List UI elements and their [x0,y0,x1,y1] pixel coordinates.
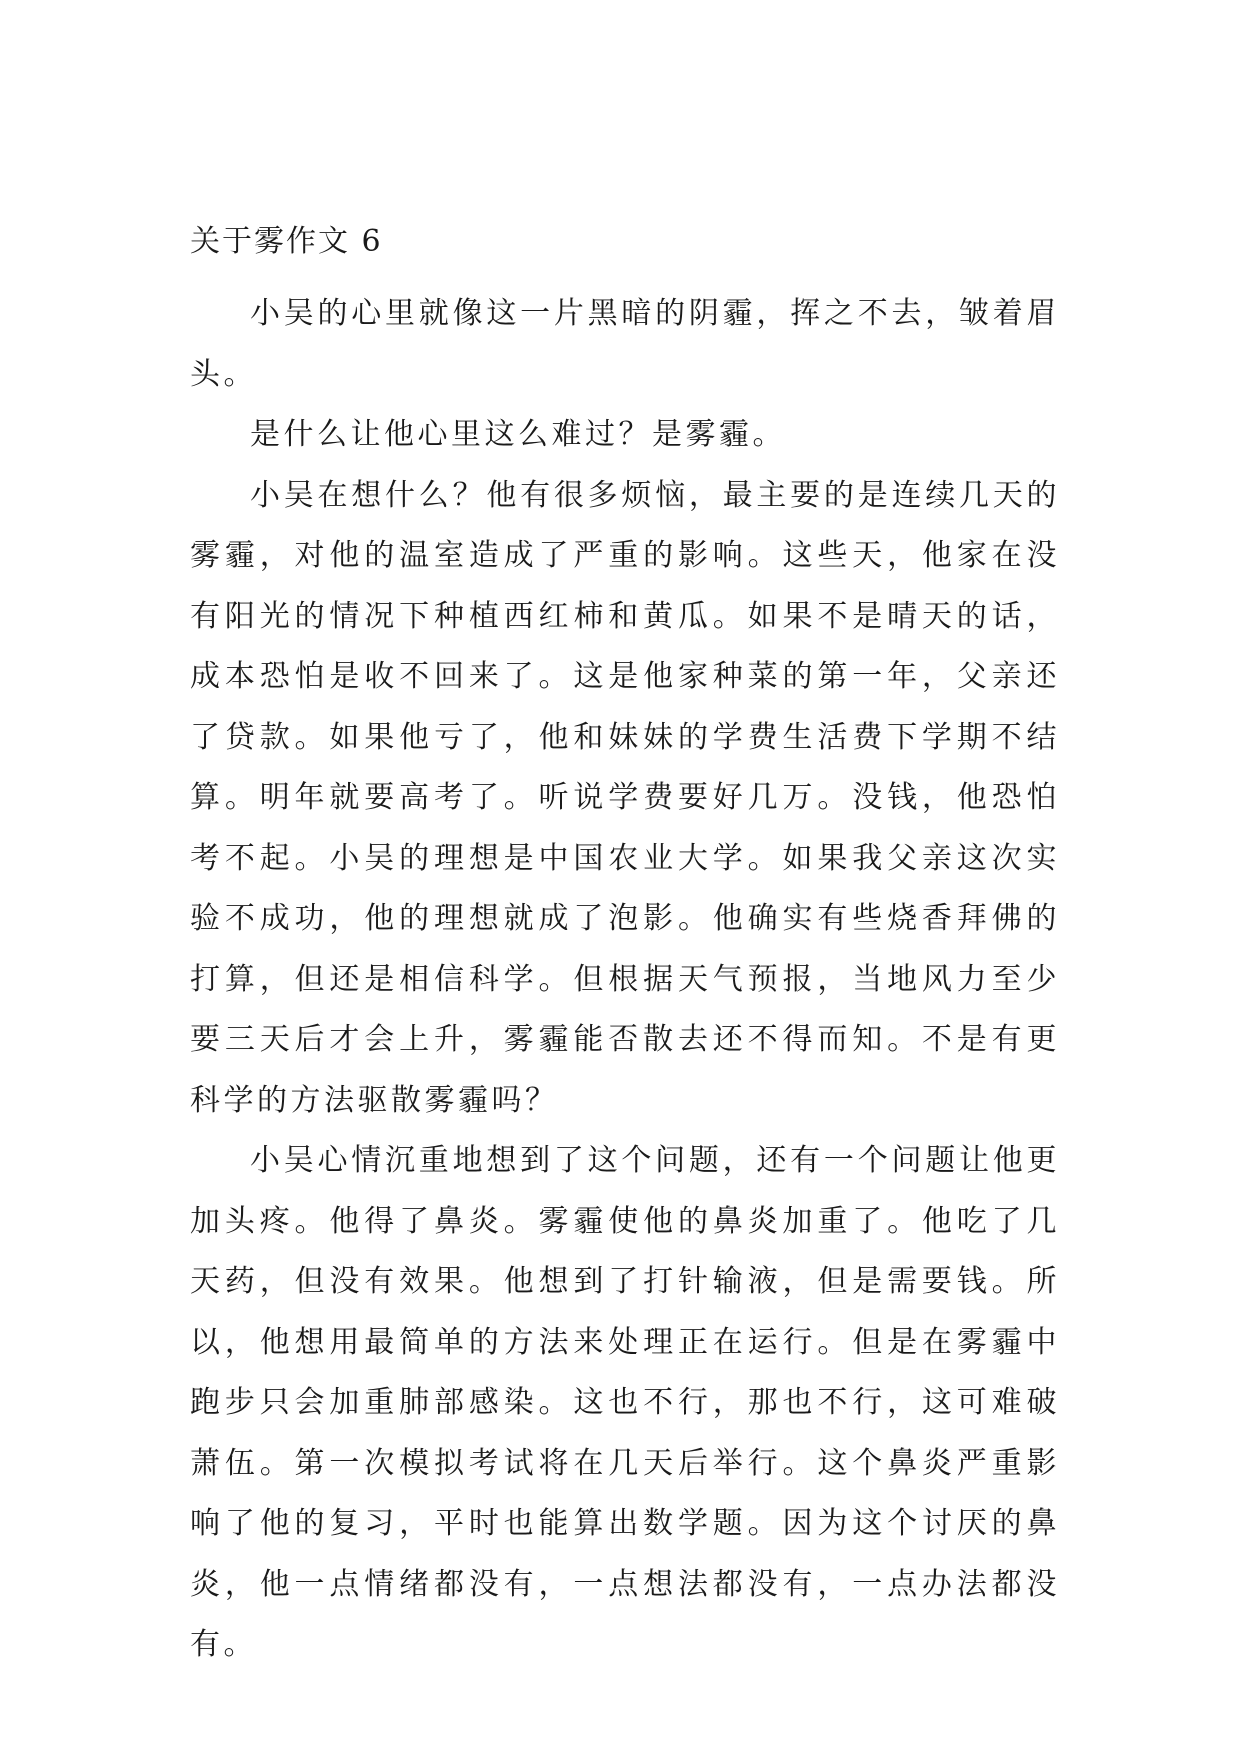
paragraph-4: 小吴心情沉重地想到了这个问题，还有一个问题让他更加头疼。他得了鼻炎。雾霾使他的鼻炎加重了。他吃了几天药，但没有效果。他想到了打针输液，但是需要钱。所以，他想用最简单的方法来处理正在运行。但是在雾霾中跑步只会加重肺部感染。这也不行，那也不行，这可难破萧伍。第一次模拟考试将在几天后举行。这个鼻炎严重影响了他的复习，平时也能算出数学题。因为这个讨厌的鼻炎，他一点情绪都没有，一点想法都没有，一点办法都没有。 [190,1143,1060,1662]
paragraph-3: 小吴在想什么？他有很多烦恼，最主要的是连续几天的雾霾，对他的温室造成了严重的影响。这些天，他家在没有阳光的情况下种植西红柿和黄瓜。如果不是晴天的话，成本恐怕是收不回来了。这是他家种菜的第一年，父亲还了贷款。如果他亏了，他和妹妹的学费生活费下学期不结算。明年就要高考了。听说学费要好几万。没钱，他恐怕考不起。小吴的理想是中国农业大学。如果我父亲这次实验不成功，他的理想就成了泡影。他确实有些烧香拜佛的打算，但还是相信科学。但根据天气预报，当地风力至少要三天后才会上升，雾霾能否散去还不得而知。不是有更科学的方法驱散雾霾吗？ [190,477,1060,1118]
paragraph-2: 是什么让他心里这么难过？是雾霾。 [250,417,786,452]
paragraph-1: 小吴的心里就像这一片黑暗的阴霾，挥之不去，皱着眉头。 [190,296,1060,392]
document-title: 关于雾作文 6 [190,224,383,259]
document-page [190,222,1060,1676]
